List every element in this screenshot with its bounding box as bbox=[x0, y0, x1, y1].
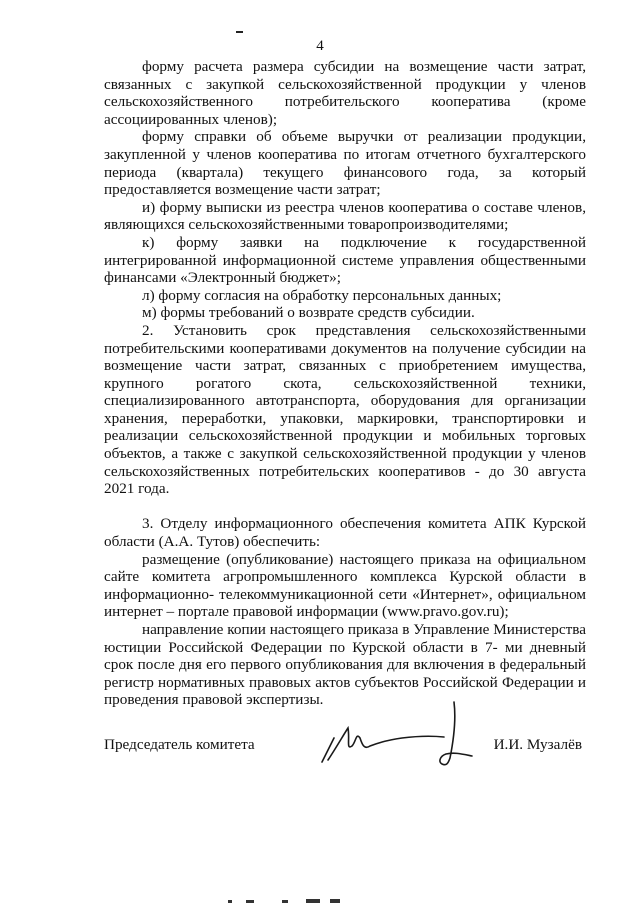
paragraph: форму расчета размера субсидии на возмещение части затрат, связанных с закупкой сельскохозяйственной продукции у членов сельскохозяйственного потребительского кооператива (кроме ассоциированных членов); bbox=[104, 58, 586, 128]
paragraph: и) форму выписки из реестра членов кооператива о составе членов, являющихся сельскохозяйственными товаропроизводителями; bbox=[104, 198, 586, 234]
paragraph: 3. Отделу информационного обеспечения комитета АПК Курской области (А.А. Тутов) обеспечить: bbox=[104, 515, 586, 551]
paragraph: направление копии настоящего приказа в Управление Министерства юстиции Российской Федерации по Курской области в 7- ми дневный срок после дня его первого опубликования для включения в федеральный регистр нормативных правовых актов субъектов Российской Федерации и проведения правовой экспертизы. bbox=[104, 621, 586, 709]
paragraph: м) формы требований о возврате средств субсидии. bbox=[142, 304, 475, 322]
signatory-name: И.И. Музалёв bbox=[493, 736, 582, 753]
paragraph: л) форму согласия на обработку персональных данных; bbox=[142, 286, 502, 304]
signature-block bbox=[104, 732, 586, 772]
paragraph: 2. Установить срок представления сельскохозяйственными потребительскими кооперативами документов на получение субсидии на возмещение части затрат, связанных с приобретением имущества, крупного рогатого скота, сельскохозяйственной техники, специализированного автотранспорта, оборудования для организации хранения, переработки, упаковки, маркировки, транспортировки и реализации сельскохозяйственной продукции и мобильных торговых объектов, а также с закупкой сельскохозяйственной продукции у членов сельскохозяйственных потребительских кооперативов - до 30 августа 2021 года. bbox=[104, 321, 586, 498]
scan-mark bbox=[236, 31, 243, 33]
signatory-title: Председатель комитета bbox=[104, 736, 255, 753]
paragraph: к) форму заявки на подключение к государственной интегрированной информационной системе управления общественными финансами «Электронный бюджет»; bbox=[104, 233, 586, 287]
document-body bbox=[104, 58, 586, 709]
handwritten-signature bbox=[314, 698, 490, 772]
page-number: 4 bbox=[316, 38, 324, 54]
scan-artifacts bbox=[0, 890, 640, 905]
paragraph: форму справки об объеме выручки от реализации продукции, закупленной у членов кооператива по итогам отчетного бухгалтерского периода (квартала) текущего финансового года, за который предоставляется возмещение части затрат; bbox=[104, 128, 586, 199]
paragraph: размещение (опубликование) настоящего приказа на официальном сайте комитета агропромышленного комплекса Курской области в информационно- телекоммуникационной сети «Интернет», официальном интернет – портале правовой информации (www.pravo.gov.ru); bbox=[104, 550, 586, 621]
